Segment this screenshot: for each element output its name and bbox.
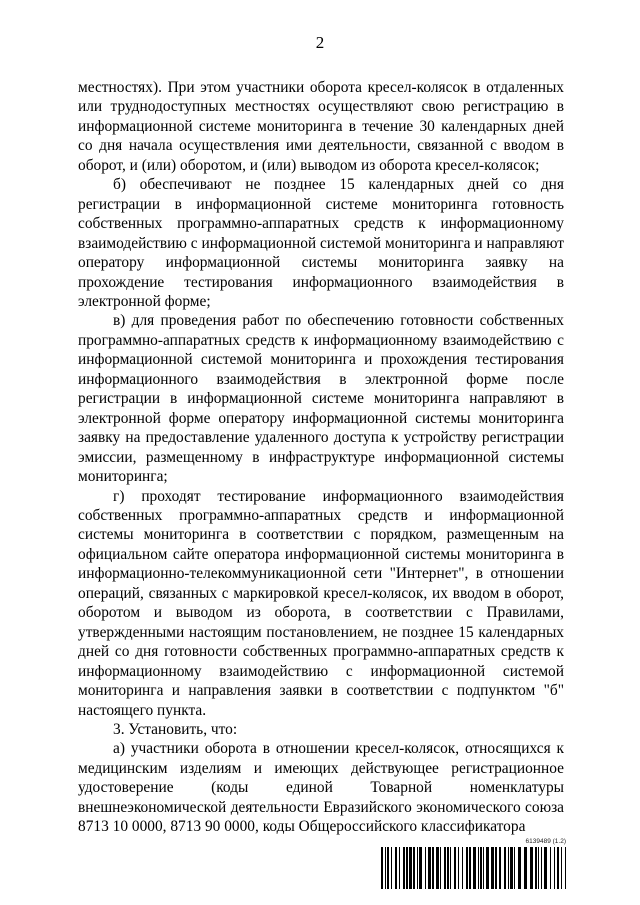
barcode-block	[381, 838, 566, 890]
paragraph-item-v: в) для проведения работ по обеспечению готовности собственных программно-аппаратных средств к информационному взаимодействию с информационной системой мониторинга и прохождения тестирования информационного взаимодействия в электронной форме после регистрации в информационной системе мониторинга направляют в электронной форме оператору информационной системы мониторинга заявку на предоставление удаленного доступа к устройству регистрации эмиссии, размещенному в инфраструктуре информационной системы мониторинга;	[78, 312, 564, 486]
document-body	[78, 78, 564, 837]
page-number: 2	[315, 33, 325, 52]
paragraph-continuation: местностях). При этом участники оборота кресел-колясок в отдаленных или труднодоступных местностях осуществляют свою регистрацию в информационной системе мониторинга в течение 30 календарных дней со дня начала осуществления ими деятельности, связанной с вводом в оборот, и (или) оборотом, и (или) выводом из оборота кресел-колясок;	[78, 79, 564, 174]
barcode-caption: 6139489 (1.2)	[525, 838, 566, 845]
paragraph-item-g: г) проходят тестирование информационного взаимодействия собственных программно-аппаратных средств и информационной системы мониторинга в соответствии с порядком, размещенным на официальном сайте оператора информационной системы мониторинга в информационно-телекоммуникационной сети "Интернет", в отношении операций, связанных с маркировкой кресел-колясок, их вводом в оборот, оборотом и выводом из оборота, в соответствии с Правилами, утвержденными настоящим постановлением, не позднее 15 календарных дней со дня готовности собственных программно-аппаратных средств к информационному взаимодействию с информационной системой мониторинга и направления заявки в соответствии с подпунктом "б" настоящего пункта.	[78, 487, 564, 719]
paragraph-item-b: б) обеспечивают не позднее 15 календарных дней со дня регистрации в информационной системе мониторинга готовность собственных программно-аппаратных средств к информационному взаимодействию с информационной системой мониторинга и направляют оператору информационной системы мониторинга заявку на прохождение тестирования информационного взаимодействия в электронной форме;	[78, 176, 564, 310]
barcode-image	[381, 847, 566, 889]
paragraph-section-3: 3. Установить, что:	[113, 720, 238, 738]
paragraph-item-a: а) участники оборота в отношении кресел-колясок, относящихся к медицинским изделиям и имеющих действующее регистрационное удостоверение (коды единой Товарной номенклатуры внешнеэкономической деятельности Евразийского экономического союза 8713 10 0000, 8713 90 0000, коды Общероссийского классификатора	[78, 740, 564, 836]
